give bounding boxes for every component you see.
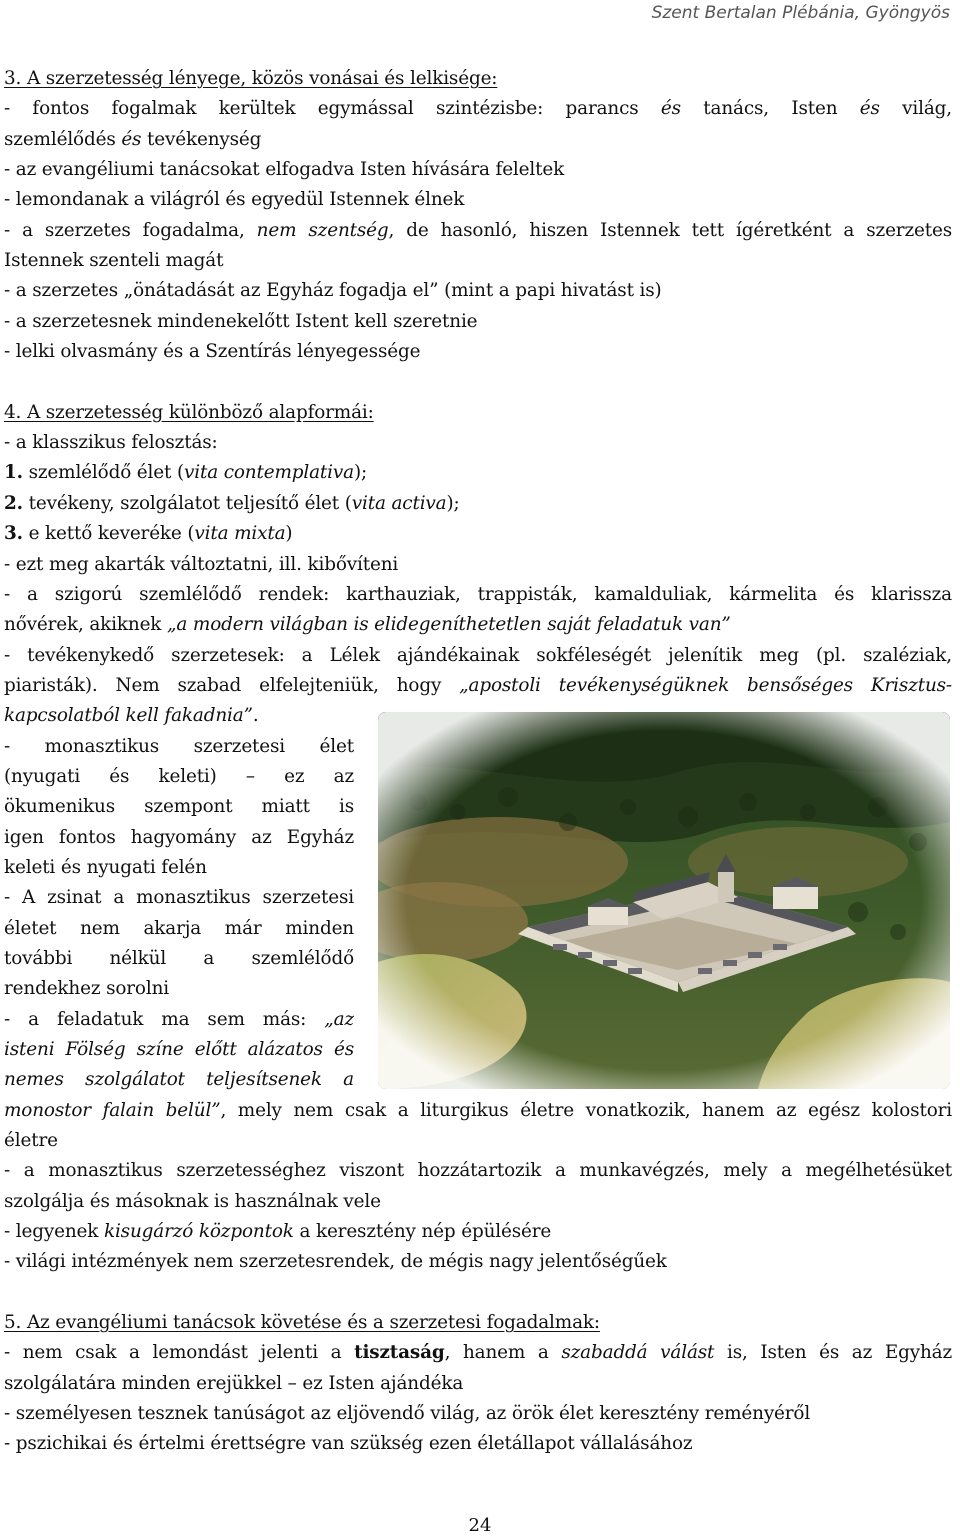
paragraph-line: szolgálja és másoknak is használnak vele xyxy=(4,1190,381,1212)
paragraph-line: - az evangéliumi tanácsokat elfogadva Isten hívására feleltek xyxy=(4,159,565,181)
paragraph-line: - a szerzetes fogadalma, nem szentség, de hasonló, hiszen Istennek tett ígéretként a szerzetes xyxy=(4,219,952,241)
paragraph-line: szemlélődés és tevékenység xyxy=(4,128,262,150)
paragraph-line: monostor falain belül”, mely nem csak a liturgikus életre vonatkozik, hanem az egész kolostori xyxy=(4,1099,952,1121)
paragraph-line: - a monasztikus szerzetességhez viszont hozzátartozik a munkavégzés, mely a megélhetésüket xyxy=(4,1160,952,1182)
wrapped-line: isteni Fölség színe előtt alázatos és xyxy=(4,1039,354,1060)
page-number: 24 xyxy=(468,1515,492,1536)
paragraph-line: - pszichikai és értelmi érettségre van szükség ezen életállapot vállalásához xyxy=(4,1433,693,1455)
wrapped-line: - a feladatuk ma sem más: „az xyxy=(4,1008,354,1030)
paragraph-line: - a szigorú szemlélődő rendek: karthauziak, trappisták, kamalduliak, kármelita és klarissza xyxy=(4,583,952,605)
paragraph-line: szolgálatára minden erejükkel – ez Isten ajándéka xyxy=(4,1372,464,1394)
paragraph-line: - tevékenykedő szerzetesek: a Lélek ajándékainak sokféleségét jelenítik meg (pl. szaléziak, xyxy=(4,644,952,666)
list-item: 2. tevékeny, szolgálatot teljesítő élet (vita activa); xyxy=(4,492,460,514)
wrapped-line: keleti és nyugati felén xyxy=(4,856,207,878)
wrapped-line: további nélkül a szemlélődő xyxy=(4,947,354,969)
paragraph-line: nővérek, akiknek „a modern világban is elidegeníthetetlen saját feladatuk van” xyxy=(4,614,731,636)
section-3-heading: 3. A szerzetesség lényege, közös vonásai és lelkisége: xyxy=(4,68,498,89)
paragraph-line: - a szerzetes „önátadását az Egyház fogadja el” (mint a papi hivatást is) xyxy=(4,280,662,302)
paragraph-line: - ezt meg akarták változtatni, ill. kibővíteni xyxy=(4,553,399,575)
paragraph-line: - a klasszikus felosztás: xyxy=(4,432,218,454)
section-4-heading: 4. A szerzetesség különböző alapformái: xyxy=(4,401,374,423)
monastery-photo xyxy=(378,712,950,1089)
paragraph-line: Istennek szenteli magát xyxy=(4,250,224,272)
paragraph-line: - lemondanak a világról és egyedül Istennek élnek xyxy=(4,189,465,211)
wrapped-line: - A zsinat a monasztikus szerzetesi xyxy=(4,887,354,909)
wrapped-line: igen fontos hagyomány az Egyház xyxy=(4,826,354,848)
paragraph-line: - legyenek kisugárzó központok a keresztény nép épülésére xyxy=(4,1221,552,1243)
paragraph-line: - fontos fogalmak kerültek egymással szintézisbe: parancs és tanács, Isten és világ, xyxy=(4,98,952,120)
paragraph-line: - világi intézmények nem szerzetesrendek, de mégis nagy jelentőségűek xyxy=(4,1251,667,1273)
paragraph-line: piaristák). Nem szabad elfelejteniük, hogy „apostoli tevékenységüknek bensőséges Krisztus- xyxy=(4,674,952,696)
paragraph-line: - lelki olvasmány és a Szentírás lényegessége xyxy=(4,341,421,363)
section-5-heading: 5. Az evangéliumi tanácsok követése és a szerzetesi fogadalmak: xyxy=(4,1312,600,1334)
paragraph-line: - a szerzetesnek mindenekelőtt Istent kell szeretnie xyxy=(4,310,478,332)
wrapped-line: ökumenikus szempont miatt is xyxy=(4,796,354,818)
paragraph-line: életre xyxy=(4,1130,58,1152)
wrapped-line: - monasztikus szerzetesi élet xyxy=(4,735,354,757)
list-item: 1. szemlélődő élet (vita contemplativa); xyxy=(4,462,368,484)
wrapped-line: (nyugati és keleti) – ez az xyxy=(4,765,354,787)
running-header: Szent Bertalan Plébánia, Gyöngyös xyxy=(651,3,950,23)
paragraph-line: kapcsolatból kell fakadnia”. xyxy=(4,705,259,727)
paragraph-line: - nem csak a lemondást jelenti a tisztaság, hanem a szabaddá válást is, Isten és az Egyház xyxy=(4,1342,952,1364)
wrapped-line: rendekhez sorolni xyxy=(4,978,170,1000)
wrapped-line: nemes szolgálatot teljesítsenek a xyxy=(4,1069,354,1091)
paragraph-line: - személyesen tesznek tanúságot az eljövendő világ, az örök élet keresztény reményéről xyxy=(4,1403,811,1425)
wrapped-line: életet nem akarja már minden xyxy=(4,917,354,939)
list-item: 3. e kettő keveréke (vita mixta) xyxy=(4,523,293,545)
